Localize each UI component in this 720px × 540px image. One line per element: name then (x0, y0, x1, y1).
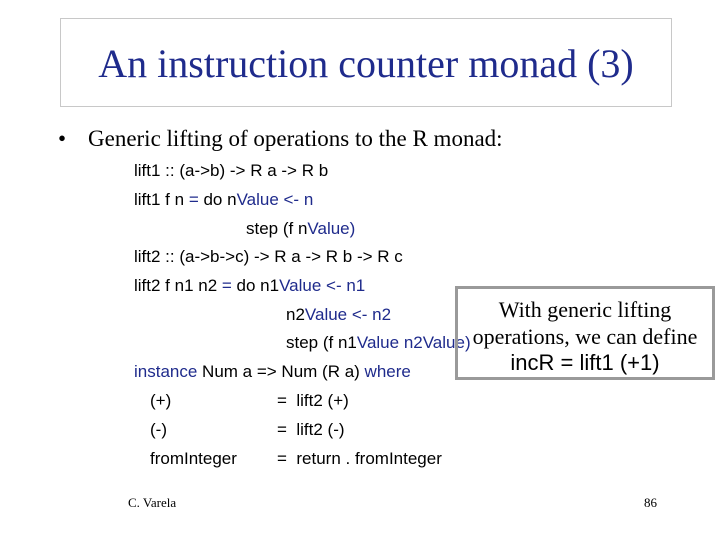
code-line-2 (134, 190, 313, 210)
code-text: lift1 f n (134, 190, 189, 209)
code-line-11-lhs (150, 449, 237, 469)
code-line-1 (134, 161, 328, 181)
code-keyword: Value) (422, 333, 471, 352)
code-line-4 (134, 247, 403, 267)
title-box (60, 18, 672, 107)
code-keyword: instance (134, 362, 198, 381)
code-text: step (f n (246, 219, 308, 238)
code-line-3 (246, 219, 355, 239)
code-line-10-rhs (277, 420, 345, 440)
code-line-10-lhs (150, 420, 167, 440)
code-text: lift2 :: (a->b->c) -> R a -> R b -> R c (134, 247, 403, 266)
code-text: = lift2 (+) (277, 391, 349, 410)
code-keyword: Value n2 (356, 333, 423, 352)
code-line-7 (286, 333, 471, 353)
code-text: (+) (150, 391, 172, 410)
code-keyword: where (364, 362, 411, 381)
code-text: step (f n1 (286, 333, 357, 352)
code-text: lift2 f n1 n2 (134, 276, 222, 295)
bullet-marker: • (58, 126, 67, 151)
code-line-6 (286, 305, 391, 325)
code-keyword: = (221, 276, 232, 295)
code-text: do n (198, 190, 237, 209)
code-keyword: Value <- n (236, 190, 314, 209)
code-line-8 (134, 362, 411, 382)
callout-line-2: operations, we can define (472, 324, 698, 349)
code-line-9-lhs (150, 391, 171, 411)
callout-box (455, 286, 715, 380)
code-keyword: Value) (307, 219, 356, 238)
code-text: do n1 (231, 276, 280, 295)
code-line-5 (134, 276, 365, 296)
page-number: 86 (644, 495, 657, 510)
code-keyword: Value <- n1 (279, 276, 366, 295)
slide-title: An instruction counter monad (3) (98, 41, 634, 86)
callout-line-1: With generic lifting (498, 297, 672, 322)
code-text: = lift2 (-) (277, 420, 345, 439)
bullet-text: Generic lifting of operations to the R monad: (88, 126, 503, 151)
code-keyword: = (188, 190, 199, 209)
code-keyword: Value <- n2 (304, 305, 392, 324)
code-text: fromInteger (150, 449, 237, 468)
code-text: lift1 :: (a->b) -> R a -> R b (134, 161, 329, 180)
code-line-9-rhs (277, 391, 349, 411)
code-text: = return . fromInteger (277, 449, 442, 468)
footer-author: C. Varela (128, 495, 177, 510)
code-line-11-rhs (277, 449, 442, 469)
callout-line-3: incR = lift1 (+1) (510, 350, 660, 375)
code-text: n2 (286, 305, 305, 324)
bullet-line (58, 124, 503, 154)
code-text: Num a => Num (R a) (197, 362, 365, 381)
code-text: (-) (150, 420, 167, 439)
